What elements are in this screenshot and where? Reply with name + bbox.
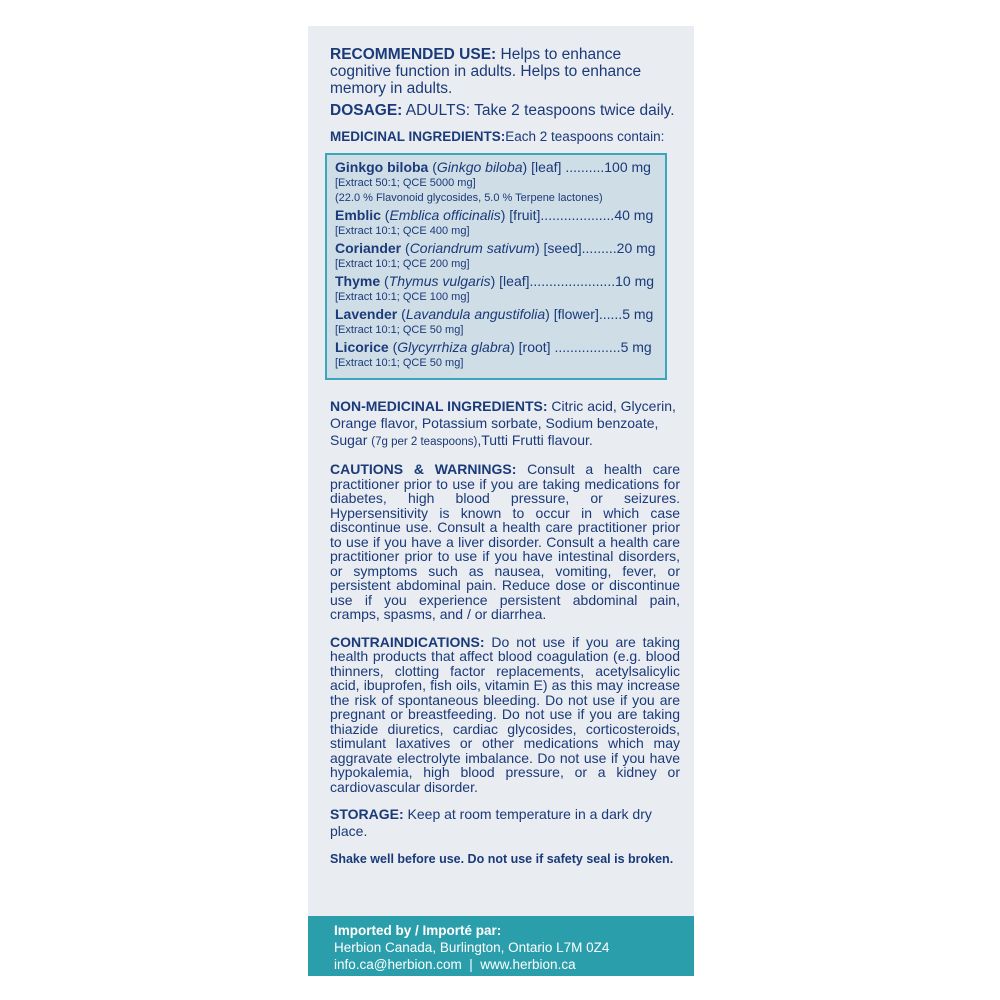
ingredient-licorice: Licorice (Glycyrrhiza glabra) [root] .................5 mg [Extract 10:1; QCE 50 mg]	[335, 339, 657, 370]
ingredient-name: Lavender	[335, 306, 398, 322]
ingredient-extract: [Extract 50:1; QCE 5000 mg]	[335, 177, 476, 189]
contraindications-label: CONTRAINDICATIONS:	[330, 633, 485, 650]
ingredient-latin: Emblica officinalis	[389, 207, 501, 223]
ingredient-emblic: Emblic (Emblica officinalis) [fruit]...................40 mg [Extract 10:1; QCE 400 mg]	[335, 207, 657, 238]
ingredient-amount: 100 mg	[604, 159, 651, 175]
ingredient-amount: 5 mg	[622, 306, 654, 322]
label-content	[330, 46, 680, 867]
non-medicinal-sugar-note: (7g per 2 teaspoons)	[371, 436, 478, 448]
ingredient-extract: [Extract 10:1; QCE 100 mg]	[335, 291, 470, 303]
ingredient-name: Licorice	[335, 339, 389, 355]
ingredient-part: [seed]	[543, 240, 582, 256]
ingredient-part: [flower]	[553, 306, 599, 322]
ingredient-latin: Glycyrrhiza glabra	[397, 339, 511, 355]
recommended-use-label: RECOMMENDED USE:	[330, 46, 497, 63]
importer-footer	[308, 916, 694, 976]
cautions-warnings	[330, 462, 680, 622]
ingredient-part: [leaf]	[499, 273, 530, 289]
ingredient-extract: [Extract 10:1; QCE 50 mg]	[335, 357, 464, 369]
contraindications-text: Do not use if you are taking health products that affect blood coagulation (e.g. blood thinners, clotting factor replacements, acetylsalicylic acid, ibuprofen, fish oils, vitamin E) as this may increase the risk of spontaneous bleeding. Do not use if you are pregnant or breastfeeding. Do not use if you are taking thiazide diuretics, cardiac glycosides, corticosteroids, stimulant laxatives or other medications which may aggravate electrolyte imbalance. Do not use if you have hypokalemia, high blood pressure, or a kidney or cardiovascular disorder.	[330, 633, 680, 795]
ingredient-coriander: Coriander (Coriandrum sativum) [seed].........20 mg [Extract 10:1; QCE 200 mg]	[335, 240, 656, 270]
ingredient-dots: ..........	[561, 159, 605, 175]
ingredient-name: Coriander	[335, 240, 402, 256]
ingredient-extract: [Extract 10:1; QCE 400 mg]	[335, 225, 470, 237]
medicinal-text: Each 2 teaspoons contain:	[505, 129, 665, 144]
ingredient-dots: .................	[550, 339, 621, 355]
ingredient-part: [root]	[518, 339, 551, 355]
non-medicinal-label: NON-MEDICINAL INGREDIENTS:	[330, 398, 548, 414]
ingredient-lavender: Lavender (Lavandula angustifolia) [flower]......5 mg [Extract 10:1; QCE 50 mg]	[335, 306, 657, 337]
ingredient-ginkgo: Ginkgo biloba (Ginkgo biloba) [leaf] ..........100 mg [Extract 50:1; QCE 5000 mg] (22.0 % Flavonoid glycosides, 5.0 % Terpene lactones)	[335, 159, 657, 205]
ingredient-dots: ......	[598, 306, 623, 322]
ingredient-dots: .........	[581, 240, 617, 256]
storage	[330, 806, 680, 840]
ingredient-thyme: Thyme (Thymus vulgaris) [leaf]......................10 mg [Extract 10:1; QCE 100 mg]	[335, 273, 657, 304]
contraindications	[330, 635, 680, 795]
ingredient-name: Ginkgo biloba	[335, 159, 429, 175]
ingredient-name: Emblic	[335, 207, 381, 223]
ingredient-amount: 10 mg	[615, 273, 655, 289]
ingredient-dots: ......................	[529, 273, 616, 289]
cautions-text: Consult a health care practitioner prior to use if you are taking medications for diabetes, high blood pressure, or seizures. Hypersensitivity is known to occur in which case discontinue use. Consult a health care practitioner prior to use if you have a liver disorder. Consult a health care practitioner prior to use if you have intestinal disorders, or symptoms such as nausea, vomiting, fever, or persistent abdominal pain. Reduce dose or discontinue use if you experience persistent abdominal pain, cramps, spasms, and / or diarrhea.	[330, 461, 680, 622]
medicinal-ingredients-box	[325, 153, 667, 380]
ingredient-amount: 40 mg	[614, 207, 654, 223]
medicinal-heading	[330, 129, 680, 145]
medicinal-label: MEDICINAL INGREDIENTS:	[330, 129, 506, 144]
non-medicinal-text: Citric acid, Glycerin, Orange flavor, Potassium sorbate, Sodium benzoate, Sugar	[330, 398, 676, 448]
dosage-label: DOSAGE:	[330, 102, 403, 119]
shake-warning: Shake well before use. Do not use if safety seal is broken.	[330, 852, 674, 866]
ingredient-latin: Coriandrum sativum	[409, 240, 535, 256]
ingredient-amount: 5 mg	[620, 339, 652, 355]
ingredient-part: [fruit]	[509, 207, 541, 223]
importer-contact: info.ca@herbion.com | www.herbion.ca	[334, 957, 576, 972]
storage-text: Keep at room temperature in a dark dry place.	[330, 806, 652, 839]
importer-address: Herbion Canada, Burlington, Ontario L7M 0Z4	[334, 940, 610, 955]
cautions-label: CAUTIONS & WARNINGS:	[330, 461, 517, 477]
recommended-use	[330, 46, 680, 97]
importer-title: Imported by / Importé par:	[334, 923, 502, 938]
ingredient-extract: [Extract 10:1; QCE 200 mg]	[335, 258, 470, 270]
non-medicinal-text-end: ,Tutti Frutti flavour.	[477, 432, 593, 448]
dosage-text: ADULTS: Take 2 teaspoons twice daily.	[402, 102, 675, 119]
dosage	[330, 102, 680, 119]
ingredient-part: [leaf]	[531, 159, 562, 175]
label-panel	[308, 26, 694, 976]
storage-label: STORAGE:	[330, 806, 404, 822]
ingredient-latin: Lavandula angustifolia	[405, 306, 546, 322]
ingredient-amount: 20 mg	[616, 240, 656, 256]
non-medicinal-ingredients	[330, 398, 680, 451]
ingredient-latin: Thymus vulgaris	[388, 273, 491, 289]
ingredient-latin: Ginkgo biloba	[436, 159, 523, 175]
ingredient-extract: [Extract 10:1; QCE 50 mg]	[335, 324, 464, 336]
ingredient-note: (22.0 % Flavonoid glycosides, 5.0 % Terpene lactones)	[335, 192, 603, 204]
ingredient-name: Thyme	[335, 273, 381, 289]
ingredient-dots: ...................	[540, 207, 615, 223]
recommended-use-text: Helps to enhance cognitive function in adults. Helps to enhance memory in adults.	[330, 46, 642, 97]
